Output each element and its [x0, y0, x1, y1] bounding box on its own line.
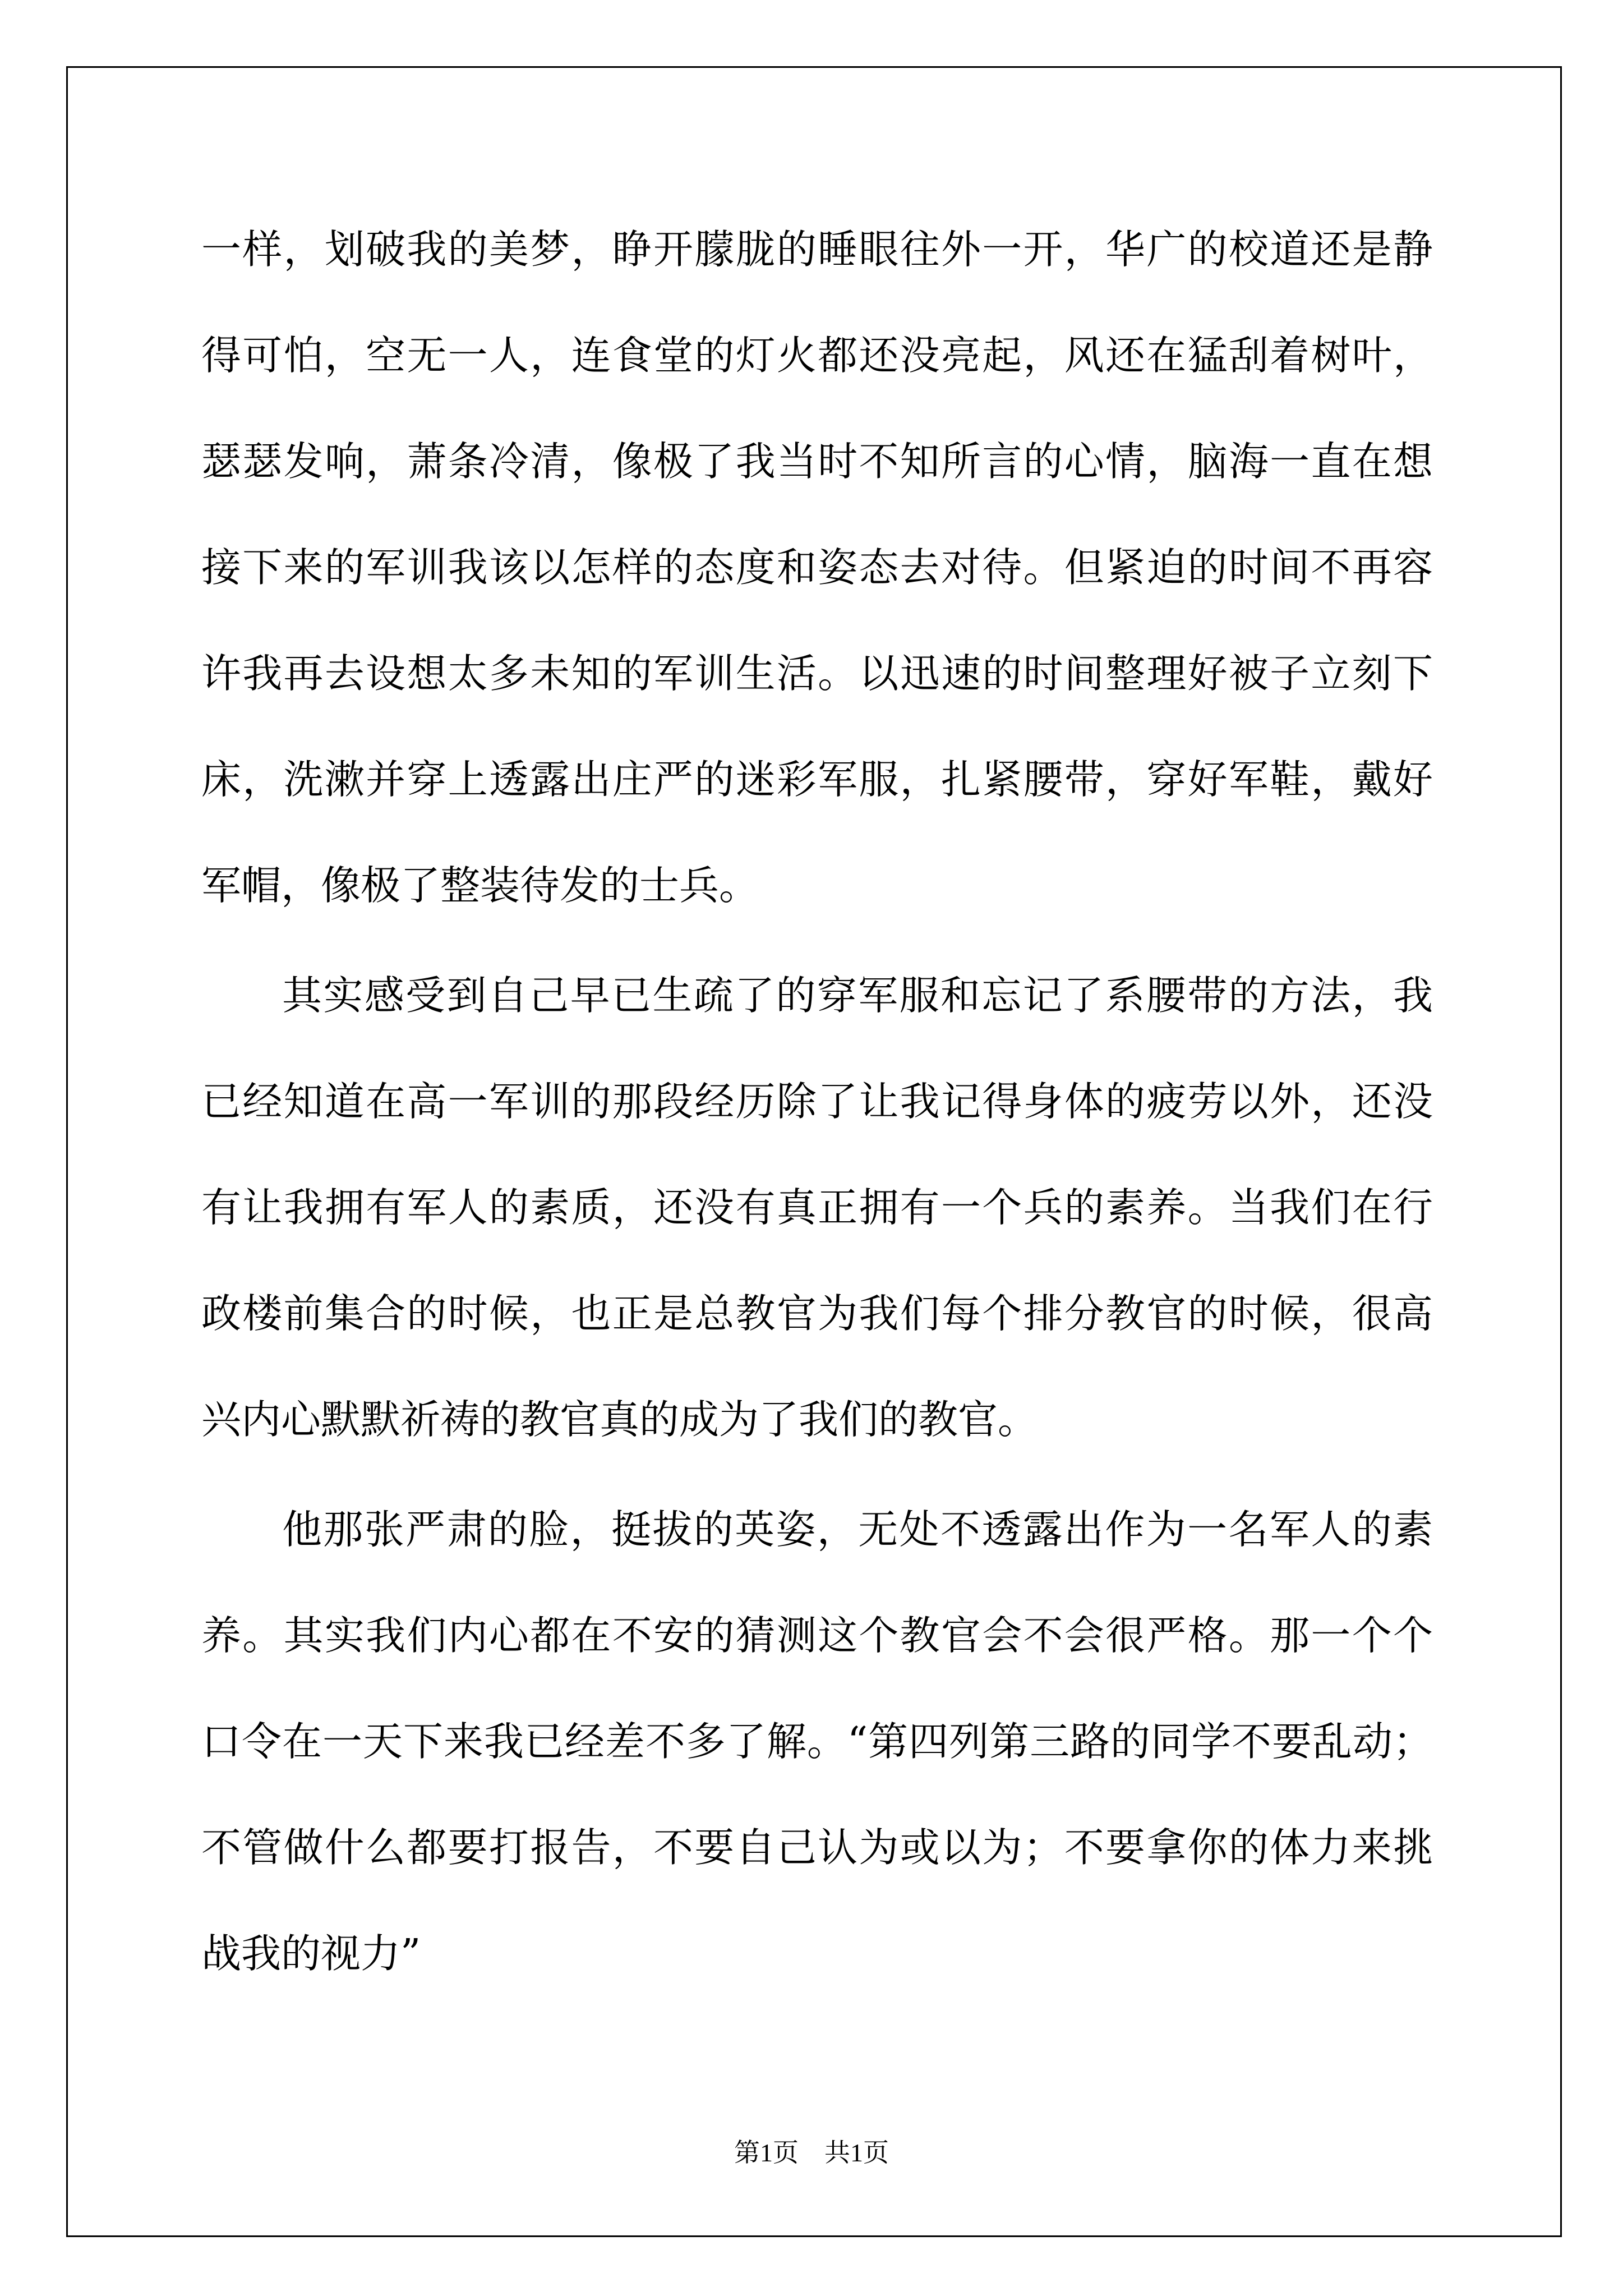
text-line: 军帽，像极了整装待发的士兵。	[201, 862, 759, 909]
text-line: 接下来的军训我该以怎样的态度和姿态去对待。但紧迫的时间不再容	[201, 544, 1433, 591]
text-line: 有让我拥有军人的素质，还没有真正拥有一个兵的素养。当我们在行	[201, 1184, 1433, 1231]
text-line: 床，洗漱并穿上透露出庄严的迷彩军服，扎紧腰带，穿好军鞋，戴好	[201, 756, 1433, 803]
text-line: 已经知道在高一军训的那段经历除了让我记得身体的疲劳以外，还没	[201, 1078, 1433, 1125]
text-line: 不管做什么都要打报告，不要自己认为或以为；不要拿你的体力来挑	[201, 1824, 1433, 1871]
text-line: 政楼前集合的时候，也正是总教官为我们每个排分教官的时候，很高	[201, 1290, 1433, 1337]
text-line: 一样，划破我的美梦，睁开朦胧的睡眼往外一开，华广的校道还是静	[201, 226, 1433, 273]
text-line: 战我的视力”	[201, 1930, 421, 1977]
page-footer: 第1页 共1页	[734, 2138, 889, 2167]
text-line: 许我再去设想太多未知的军训生活。以迅速的时间整理好被子立刻下	[201, 650, 1433, 697]
text-line: 瑟瑟发响，萧条冷清，像极了我当时不知所言的心情，脑海一直在想	[201, 438, 1433, 485]
text-line: 他那张严肃的脸，挺拔的英姿，无处不透露出作为一名军人的素	[282, 1506, 1433, 1553]
paragraph-1	[201, 196, 1433, 938]
text-line: 兴内心默默祈祷的教官真的成为了我们的教官。	[201, 1396, 1038, 1443]
text-line: 其实感受到自己早已生疏了的穿军服和忘记了系腰带的方法，我	[282, 972, 1433, 1019]
text-line: 养。其实我们内心都在不安的猜测这个教官会不会很严格。那一个个	[201, 1612, 1433, 1659]
document-body	[201, 196, 1433, 2007]
text-line: 得可怕，空无一人，连食堂的灯火都还没亮起，风还在猛刮着树叶，	[201, 332, 1433, 379]
paragraph-3	[201, 1476, 1433, 2007]
text-line: 口令在一天下来我已经差不多了解。“第四列第三路的同学不要乱动；	[201, 1718, 1433, 1765]
paragraph-2	[201, 942, 1433, 1473]
